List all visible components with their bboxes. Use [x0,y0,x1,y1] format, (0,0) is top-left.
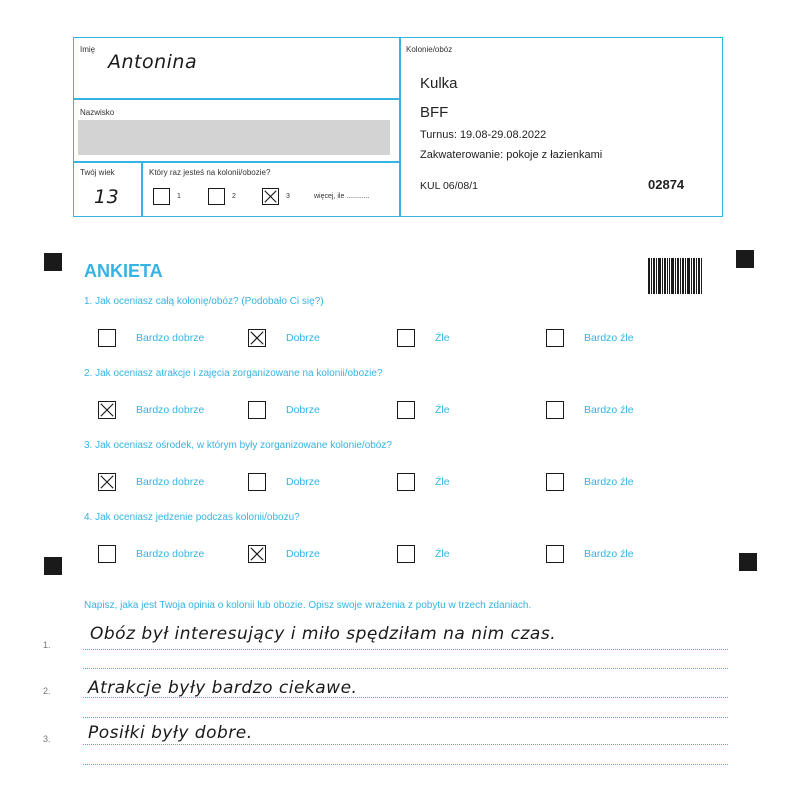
form-number: 02874 [648,177,685,192]
barcode-icon [648,258,702,294]
option-label: Bardzo dobrze [136,404,205,416]
line-number: 3. [43,734,51,744]
times-option-label: 1 [177,193,181,200]
answer-line [83,649,728,650]
option-label: Bardzo dobrze [136,332,205,344]
name-value: Antonina [108,51,198,73]
camp-label: Kolonie/obóz [406,45,453,54]
times-checkbox-2[interactable] [208,188,225,205]
age-value: 13 [94,186,120,208]
answer-line [83,697,728,698]
header-divider [141,161,143,216]
opinion-answer-3: Posiłki były dobre. [88,723,253,743]
option-label: Bardzo dobrze [136,548,205,560]
surname-redacted [78,120,390,155]
q4-checkbox-zle[interactable] [397,545,415,563]
line-number: 1. [43,640,51,650]
header-divider [74,98,399,100]
line-number: 2. [43,686,51,696]
registration-marker [44,253,62,271]
q1-checkbox-zle[interactable] [397,329,415,347]
question-text: 2. Jak oceniasz atrakcje i zajęcia zorganizowane na kolonii/obozie? [84,368,383,379]
check-mark-icon [263,189,278,204]
q3-checkbox-dobrze[interactable] [248,473,266,491]
option-label: Dobrze [286,548,320,560]
q4-checkbox-bardzo-zle[interactable] [546,545,564,563]
q4-checkbox-dobrze[interactable] [248,545,266,563]
q2-checkbox-bardzo-dobrze[interactable] [98,401,116,419]
header-divider [399,38,401,216]
option-label: Bardzo źle [584,476,634,488]
q3-checkbox-zle[interactable] [397,473,415,491]
name-label: Imię [80,45,96,54]
check-mark-icon [249,546,265,562]
check-mark-icon [249,330,265,346]
option-label: Dobrze [286,476,320,488]
q1-checkbox-bardzo-dobrze[interactable] [98,329,116,347]
opinion-prompt: Napisz, jaka jest Twoja opinia o kolonii lub obozie. Opisz swoje wrażenia z pobytu w trzech zdaniach. [84,600,532,611]
accommodation: Zakwaterowanie: pokoje z łazienkami [420,149,603,161]
q3-checkbox-bardzo-dobrze[interactable] [98,473,116,491]
question-text: 1. Jak oceniasz całą kolonię/obóz? (Podobało Ci się?) [84,296,324,307]
times-option-label: 3 [286,193,290,200]
question-text: 4. Jak oceniasz jedzenie podczas kolonii/obozu? [84,512,300,523]
times-checkbox-3[interactable] [262,188,279,205]
opinion-answer-2: Atrakcje były bardzo ciekawe. [88,678,358,698]
option-label: Bardzo źle [584,332,634,344]
turnus: Turnus: 19.08-29.08.2022 [420,129,547,141]
camp-subtitle: BFF [420,104,449,121]
q1-checkbox-dobrze[interactable] [248,329,266,347]
option-label: Źle [435,548,450,560]
option-label: Źle [435,332,450,344]
age-label: Twój wiek [80,168,115,177]
registration-marker [44,557,62,575]
registration-marker [739,553,757,571]
times-option-label: 2 [232,193,236,200]
option-label: Dobrze [286,404,320,416]
answer-line [83,717,728,718]
q3-checkbox-bardzo-zle[interactable] [546,473,564,491]
option-label: Bardzo źle [584,548,634,560]
times-label: Który raz jesteś na kolonii/obozie? [149,168,271,177]
camp-name: Kulka [420,75,458,92]
q4-checkbox-bardzo-dobrze[interactable] [98,545,116,563]
header-divider [74,161,399,163]
answer-line [83,668,728,669]
option-label: Dobrze [286,332,320,344]
check-mark-icon [99,402,115,418]
check-mark-icon [99,474,115,490]
q1-checkbox-bardzo-zle[interactable] [546,329,564,347]
answer-line [83,764,728,765]
times-option-label: więcej, ile ............ [314,193,370,200]
option-label: Bardzo źle [584,404,634,416]
registration-marker [736,250,754,268]
opinion-answer-1: Obóz był interesujący i miło spędziłam na nim czas. [90,624,557,644]
answer-line [83,744,728,745]
q2-checkbox-bardzo-zle[interactable] [546,401,564,419]
camp-code: KUL 06/08/1 [420,180,478,192]
surname-label: Nazwisko [80,108,115,117]
times-checkbox-1[interactable] [153,188,170,205]
q2-checkbox-dobrze[interactable] [248,401,266,419]
participant-header [73,37,723,217]
q2-checkbox-zle[interactable] [397,401,415,419]
option-label: Bardzo dobrze [136,476,205,488]
question-text: 3. Jak oceniasz ośrodek, w którym były zorganizowane kolonie/obóz? [84,440,392,451]
option-label: Źle [435,476,450,488]
option-label: Źle [435,404,450,416]
survey-title: ANKIETA [84,261,163,281]
